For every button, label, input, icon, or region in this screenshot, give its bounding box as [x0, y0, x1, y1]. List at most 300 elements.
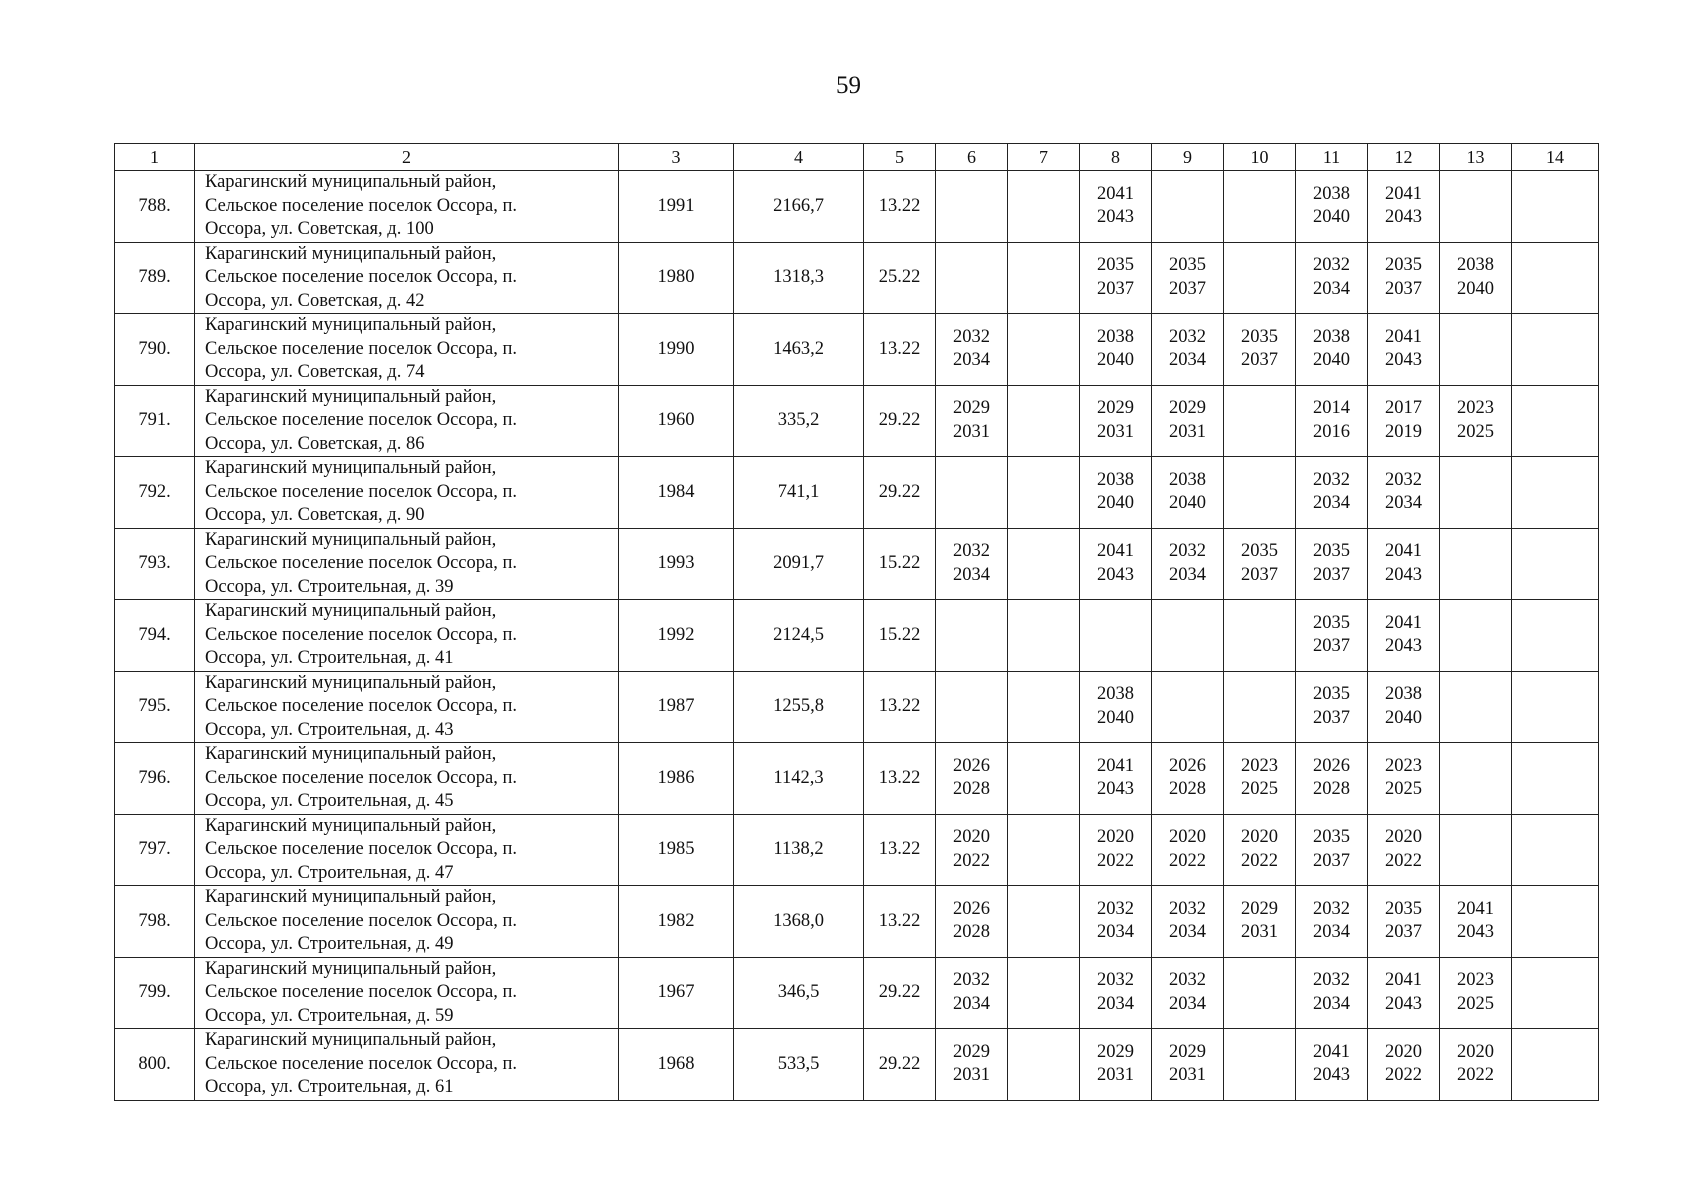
address-line: Оссора, ул. Строительная, д. 61	[205, 1077, 454, 1097]
address-line: Сельское поселение поселок Оссора, п.	[205, 553, 517, 573]
work-period-cell	[1080, 814, 1152, 886]
address-line: Карагинский муниципальный район,	[205, 386, 497, 407]
work-year: 2029	[953, 398, 990, 419]
address-line: Сельское поселение поселок Оссора, п.	[205, 481, 517, 502]
column-header: 11	[1296, 144, 1368, 171]
build-year-cell: 1993	[619, 528, 734, 600]
work-year: 2029	[1169, 1041, 1206, 1062]
table-row	[115, 1029, 1599, 1101]
build-year-cell: 1980	[619, 242, 734, 314]
work-period-cell	[1296, 600, 1368, 672]
work-year: 2043	[1385, 564, 1422, 585]
work-year: 2028	[1169, 779, 1206, 800]
work-period-cell	[1152, 528, 1224, 600]
area-cell: 533,5	[734, 1029, 864, 1101]
work-year: 2043	[1097, 564, 1134, 585]
work-period-cell	[1512, 743, 1599, 815]
work-period-cell	[1296, 671, 1368, 743]
work-period-cell	[1008, 1029, 1080, 1101]
address-cell	[195, 457, 619, 529]
address-line: Карагинский муниципальный район,	[205, 1030, 497, 1050]
work-year: 2043	[1097, 207, 1134, 228]
work-year: 2041	[1385, 183, 1422, 204]
work-period-cell	[936, 600, 1008, 672]
rate-cell: 25.22	[864, 242, 936, 314]
address-line: Карагинский муниципальный район,	[205, 172, 497, 192]
area-cell: 1463,2	[734, 314, 864, 386]
work-year: 2038	[1097, 684, 1134, 705]
work-period-cell	[1008, 314, 1080, 386]
work-period-cell	[1440, 743, 1512, 815]
work-period-cell	[1008, 242, 1080, 314]
work-year: 2041	[1313, 1041, 1350, 1062]
row-number-cell: 799.	[115, 957, 195, 1029]
work-period-cell	[1440, 457, 1512, 529]
work-year: 2040	[1169, 493, 1206, 514]
row-number-cell: 792.	[115, 457, 195, 529]
work-year: 2041	[1385, 541, 1422, 562]
work-year: 2025	[1457, 421, 1494, 442]
build-year-cell: 1990	[619, 314, 734, 386]
address-line: Оссора, ул. Советская, д. 100	[205, 219, 434, 239]
work-year: 2041	[1097, 541, 1134, 562]
rate-cell: 15.22	[864, 528, 936, 600]
work-period-cell	[1440, 242, 1512, 314]
work-year: 2038	[1385, 684, 1422, 705]
column-header: 8	[1080, 144, 1152, 171]
work-year: 2025	[1385, 779, 1422, 800]
row-number-cell: 790.	[115, 314, 195, 386]
rate-cell: 13.22	[864, 171, 936, 243]
column-header: 2	[195, 144, 619, 171]
work-period-cell	[1224, 171, 1296, 243]
work-period-cell	[1008, 171, 1080, 243]
work-year: 2032	[1313, 255, 1350, 276]
work-year: 2043	[1385, 636, 1422, 657]
work-year: 2040	[1097, 350, 1134, 371]
work-period-cell	[1368, 743, 1440, 815]
address-line: Карагинский муниципальный район,	[205, 458, 497, 478]
work-year: 2034	[953, 350, 990, 371]
work-period-cell	[1152, 314, 1224, 386]
work-year: 2037	[1313, 636, 1350, 657]
work-period-cell	[1080, 671, 1152, 743]
address-cell	[195, 385, 619, 457]
work-year: 2020	[1457, 1041, 1494, 1062]
work-period-cell	[1152, 600, 1224, 672]
work-period-cell	[1512, 957, 1599, 1029]
work-year: 2032	[1313, 469, 1350, 490]
build-year-cell: 1985	[619, 814, 734, 886]
work-period-cell	[1224, 886, 1296, 958]
work-year: 2038	[1169, 469, 1206, 490]
area-cell: 346,5	[734, 957, 864, 1029]
address-line: Сельское поселение поселок Оссора, п.	[205, 910, 517, 931]
work-period-cell	[1152, 457, 1224, 529]
address-line: Оссора, ул. Советская, д. 74	[205, 362, 425, 382]
work-year: 2035	[1385, 898, 1422, 919]
work-year: 2032	[953, 326, 990, 347]
work-period-cell	[1512, 385, 1599, 457]
work-year: 2022	[1385, 850, 1422, 871]
address-line: Карагинский муниципальный район,	[205, 815, 497, 836]
work-period-cell	[1224, 242, 1296, 314]
work-year: 2038	[1097, 469, 1134, 490]
work-year: 2023	[1457, 970, 1494, 991]
rate-cell: 13.22	[864, 314, 936, 386]
work-year: 2028	[953, 922, 990, 943]
work-period-cell	[1152, 957, 1224, 1029]
work-period-cell	[1368, 457, 1440, 529]
table-row	[115, 743, 1599, 815]
work-period-cell	[936, 671, 1008, 743]
address-line: Карагинский муниципальный район,	[205, 744, 497, 764]
address-line: Сельское поселение поселок Оссора, п.	[205, 696, 517, 716]
work-year: 2034	[1169, 350, 1206, 371]
work-year: 2041	[1385, 612, 1422, 633]
column-header: 7	[1008, 144, 1080, 171]
work-year: 2032	[1097, 898, 1134, 919]
work-period-cell	[1512, 814, 1599, 886]
work-period-cell	[1224, 814, 1296, 886]
work-period-cell	[1512, 600, 1599, 672]
row-number-cell: 797.	[115, 814, 195, 886]
work-period-cell	[1224, 671, 1296, 743]
work-year: 2029	[953, 1041, 990, 1062]
build-year-cell: 1992	[619, 600, 734, 672]
address-line: Карагинский муниципальный район,	[205, 601, 497, 621]
column-header: 3	[619, 144, 734, 171]
work-year: 2043	[1385, 350, 1422, 371]
work-year: 2035	[1241, 541, 1278, 562]
work-period-cell	[936, 814, 1008, 886]
work-period-cell	[1152, 743, 1224, 815]
work-year: 2020	[1097, 827, 1134, 848]
address-line: Карагинский муниципальный район,	[205, 315, 497, 335]
work-year: 2022	[1097, 850, 1134, 871]
row-number-cell: 793.	[115, 528, 195, 600]
work-period-cell	[1440, 886, 1512, 958]
column-header: 6	[936, 144, 1008, 171]
work-period-cell	[1152, 1029, 1224, 1101]
work-year: 2040	[1457, 278, 1494, 299]
work-year: 2025	[1241, 779, 1278, 800]
work-year: 2034	[1313, 493, 1350, 514]
work-period-cell	[1008, 600, 1080, 672]
table-row	[115, 314, 1599, 386]
work-period-cell	[1440, 600, 1512, 672]
table-row	[115, 886, 1599, 958]
work-period-cell	[1368, 242, 1440, 314]
address-cell	[195, 314, 619, 386]
work-year: 2031	[1169, 1065, 1206, 1086]
area-cell: 1138,2	[734, 814, 864, 886]
work-year: 2041	[1385, 326, 1422, 347]
work-year: 2031	[953, 421, 990, 442]
work-year: 2040	[1385, 707, 1422, 728]
work-period-cell	[1440, 1029, 1512, 1101]
work-year: 2038	[1097, 326, 1134, 347]
housing-register-table	[114, 143, 1599, 1101]
area-cell: 2166,7	[734, 171, 864, 243]
address-line: Оссора, ул. Строительная, д. 47	[205, 862, 454, 883]
work-year: 2023	[1457, 398, 1494, 419]
row-number-cell: 795.	[115, 671, 195, 743]
work-year: 2028	[953, 779, 990, 800]
work-year: 2020	[1169, 827, 1206, 848]
work-period-cell	[1080, 385, 1152, 457]
work-period-cell	[1152, 171, 1224, 243]
work-period-cell	[1296, 385, 1368, 457]
build-year-cell: 1960	[619, 385, 734, 457]
work-year: 2031	[1169, 421, 1206, 442]
work-year: 2034	[1097, 922, 1134, 943]
work-period-cell	[1368, 957, 1440, 1029]
work-period-cell	[1008, 385, 1080, 457]
work-period-cell	[1440, 314, 1512, 386]
address-line: Сельское поселение поселок Оссора, п.	[205, 338, 517, 359]
address-line: Сельское поселение поселок Оссора, п.	[205, 624, 517, 645]
work-period-cell	[1080, 1029, 1152, 1101]
address-line: Карагинский муниципальный район,	[205, 672, 497, 693]
work-period-cell	[936, 242, 1008, 314]
work-year: 2026	[953, 755, 990, 776]
address-line: Оссора, ул. Строительная, д. 59	[205, 1005, 454, 1026]
build-year-cell: 1968	[619, 1029, 734, 1101]
area-cell: 2124,5	[734, 600, 864, 672]
work-year: 2041	[1457, 898, 1494, 919]
work-year: 2032	[953, 970, 990, 991]
rate-cell: 13.22	[864, 671, 936, 743]
work-period-cell	[1008, 886, 1080, 958]
work-year: 2035	[1313, 612, 1350, 633]
work-period-cell	[1512, 671, 1599, 743]
work-period-cell	[1368, 528, 1440, 600]
work-year: 2022	[953, 850, 990, 871]
work-year: 2032	[1313, 970, 1350, 991]
work-period-cell	[1512, 457, 1599, 529]
work-period-cell	[1368, 814, 1440, 886]
work-year: 2019	[1385, 421, 1422, 442]
work-year: 2040	[1313, 350, 1350, 371]
work-period-cell	[1296, 457, 1368, 529]
work-period-cell	[1440, 385, 1512, 457]
column-header: 10	[1224, 144, 1296, 171]
row-number-cell: 794.	[115, 600, 195, 672]
work-period-cell	[1440, 528, 1512, 600]
build-year-cell: 1982	[619, 886, 734, 958]
address-line: Сельское поселение поселок Оссора, п.	[205, 839, 517, 859]
table-row	[115, 671, 1599, 743]
row-number-cell: 798.	[115, 886, 195, 958]
work-year: 2026	[1313, 755, 1350, 776]
work-year: 2032	[1169, 898, 1206, 919]
address-line: Сельское поселение поселок Оссора, п.	[205, 195, 517, 216]
address-cell	[195, 957, 619, 1029]
work-period-cell	[1512, 314, 1599, 386]
table-row	[115, 528, 1599, 600]
work-year: 2022	[1457, 1065, 1494, 1086]
build-year-cell: 1984	[619, 457, 734, 529]
address-cell	[195, 1029, 619, 1101]
work-year: 2035	[1313, 827, 1350, 848]
rate-cell: 29.22	[864, 1029, 936, 1101]
rate-cell: 13.22	[864, 743, 936, 815]
work-year: 2032	[1385, 469, 1422, 490]
work-period-cell	[1224, 957, 1296, 1029]
work-year: 2037	[1313, 850, 1350, 871]
column-header: 5	[864, 144, 936, 171]
work-period-cell	[1368, 886, 1440, 958]
work-period-cell	[936, 886, 1008, 958]
row-number-cell: 791.	[115, 385, 195, 457]
address-cell	[195, 242, 619, 314]
work-period-cell	[936, 385, 1008, 457]
work-period-cell	[1440, 814, 1512, 886]
table-row	[115, 814, 1599, 886]
work-period-cell	[1296, 1029, 1368, 1101]
work-year: 2020	[953, 827, 990, 848]
work-period-cell	[1008, 528, 1080, 600]
work-period-cell	[1296, 314, 1368, 386]
work-period-cell	[1296, 743, 1368, 815]
work-period-cell	[1152, 242, 1224, 314]
build-year-cell: 1967	[619, 957, 734, 1029]
work-year: 2022	[1241, 850, 1278, 871]
work-year: 2037	[1097, 278, 1134, 299]
work-year: 2032	[1169, 541, 1206, 562]
rate-cell: 13.22	[864, 886, 936, 958]
work-period-cell	[936, 957, 1008, 1029]
work-year: 2034	[953, 993, 990, 1014]
work-period-cell	[1080, 886, 1152, 958]
rate-cell: 15.22	[864, 600, 936, 672]
work-period-cell	[1512, 886, 1599, 958]
work-period-cell	[1368, 171, 1440, 243]
work-period-cell	[1512, 171, 1599, 243]
work-year: 2041	[1097, 183, 1134, 204]
work-period-cell	[936, 743, 1008, 815]
work-year: 2034	[1313, 278, 1350, 299]
work-year: 2026	[1169, 755, 1206, 776]
address-line: Сельское поселение поселок Оссора, п.	[205, 767, 517, 788]
row-number-cell: 796.	[115, 743, 195, 815]
work-period-cell	[1080, 314, 1152, 386]
work-year: 2040	[1097, 493, 1134, 514]
work-year: 2034	[1385, 493, 1422, 514]
work-period-cell	[936, 528, 1008, 600]
work-period-cell	[1080, 600, 1152, 672]
work-year: 2040	[1097, 707, 1134, 728]
build-year-cell: 1987	[619, 671, 734, 743]
address-line: Сельское поселение поселок Оссора, п.	[205, 267, 517, 287]
table-row	[115, 600, 1599, 672]
work-year: 2035	[1097, 255, 1134, 276]
work-year: 2032	[1313, 898, 1350, 919]
work-year: 2032	[1097, 970, 1134, 991]
work-year: 2043	[1313, 1065, 1350, 1086]
work-period-cell	[1008, 671, 1080, 743]
work-year: 2034	[1169, 993, 1206, 1014]
work-period-cell	[1512, 1029, 1599, 1101]
work-period-cell	[936, 1029, 1008, 1101]
work-year: 2034	[1169, 922, 1206, 943]
work-year: 2040	[1313, 207, 1350, 228]
work-year: 2037	[1313, 707, 1350, 728]
work-period-cell	[1080, 957, 1152, 1029]
address-line: Карагинский муниципальный район,	[205, 887, 497, 907]
work-period-cell	[1008, 743, 1080, 815]
work-period-cell	[1224, 385, 1296, 457]
work-year: 2034	[953, 564, 990, 585]
work-year: 2037	[1241, 564, 1278, 585]
work-year: 2014	[1313, 398, 1350, 419]
address-cell	[195, 814, 619, 886]
work-year: 2035	[1313, 684, 1350, 705]
work-year: 2031	[1241, 922, 1278, 943]
table-row	[115, 457, 1599, 529]
column-header: 14	[1512, 144, 1599, 171]
work-year: 2026	[953, 898, 990, 919]
column-header: 1	[115, 144, 195, 171]
column-header: 13	[1440, 144, 1512, 171]
work-year: 2043	[1385, 993, 1422, 1014]
work-period-cell	[1080, 171, 1152, 243]
page-number: 59	[836, 72, 861, 99]
build-year-cell: 1991	[619, 171, 734, 243]
work-period-cell	[936, 171, 1008, 243]
work-year: 2023	[1241, 755, 1278, 776]
work-period-cell	[1080, 528, 1152, 600]
build-year-cell: 1986	[619, 743, 734, 815]
work-year: 2035	[1385, 255, 1422, 276]
work-year: 2037	[1385, 922, 1422, 943]
work-year: 2043	[1097, 779, 1134, 800]
address-line: Сельское поселение поселок Оссора, п.	[205, 410, 517, 430]
work-year: 2028	[1313, 779, 1350, 800]
work-period-cell	[1368, 314, 1440, 386]
work-period-cell	[1152, 886, 1224, 958]
work-period-cell	[1080, 743, 1152, 815]
address-cell	[195, 671, 619, 743]
work-year: 2035	[1313, 541, 1350, 562]
area-cell: 1318,3	[734, 242, 864, 314]
work-year: 2029	[1097, 398, 1134, 419]
row-number-cell: 789.	[115, 242, 195, 314]
work-year: 2025	[1457, 993, 1494, 1014]
work-year: 2038	[1313, 326, 1350, 347]
work-year: 2035	[1241, 326, 1278, 347]
rate-cell: 13.22	[864, 814, 936, 886]
work-period-cell	[1224, 743, 1296, 815]
work-period-cell	[1224, 1029, 1296, 1101]
address-line: Оссора, ул. Советская, д. 42	[205, 290, 425, 311]
work-period-cell	[1296, 528, 1368, 600]
work-year: 2022	[1385, 1065, 1422, 1086]
work-year: 2037	[1313, 564, 1350, 585]
work-year: 2031	[1097, 1065, 1134, 1086]
column-header: 9	[1152, 144, 1224, 171]
address-line: Сельское поселение поселок Оссора, п.	[205, 982, 517, 1002]
work-year: 2017	[1385, 398, 1422, 419]
table-row	[115, 957, 1599, 1029]
work-year: 2043	[1385, 207, 1422, 228]
work-year: 2029	[1169, 398, 1206, 419]
address-line: Оссора, ул. Советская, д. 86	[205, 433, 425, 454]
row-number-cell: 788.	[115, 171, 195, 243]
work-year: 2041	[1097, 755, 1134, 776]
area-cell: 335,2	[734, 385, 864, 457]
